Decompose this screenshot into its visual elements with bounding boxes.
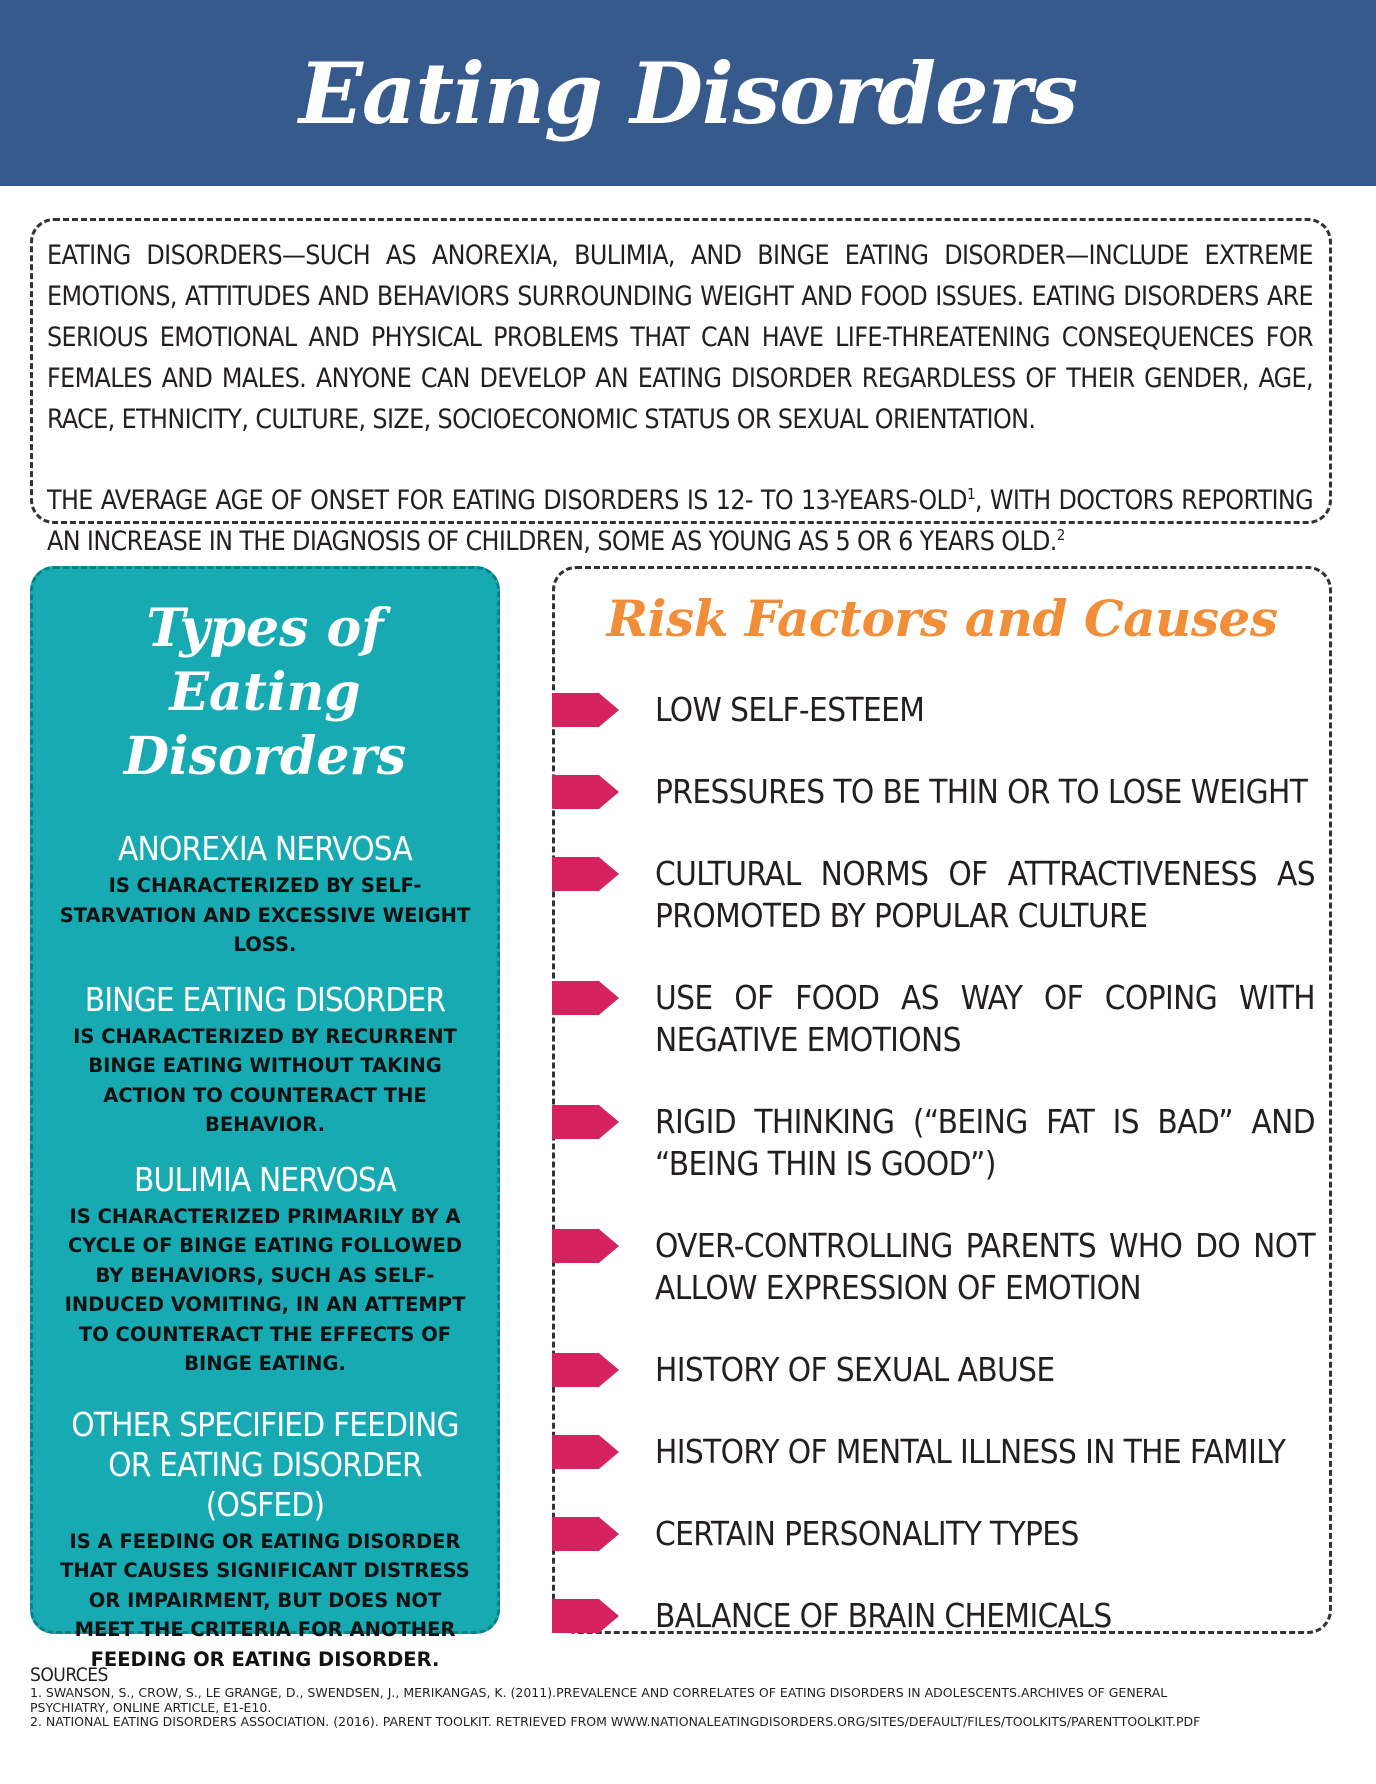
intro-paragraph-2-text-a: THE AVERAGE AGE OF ONSET FOR EATING DISORDERS IS 12- TO 13-YEARS-OLD (47, 485, 967, 516)
risk-item-text: BALANCE OF BRAIN CHEMICALS (655, 1596, 1112, 1635)
page-title: Eating Disorders (298, 43, 1078, 143)
sources (30, 1664, 1350, 1730)
risk-item-text: PRESSURES TO BE THIN OR TO LOSE WEIGHT (655, 772, 1308, 811)
type-description: IS A FEEDING OR EATING DISORDER THAT CAUSES SIGNIFICANT DISTRESS OR IMPAIRMENT, BUT DOES NOT MEET THE CRITERIA FOR ANOTHER FEEDING OR EATING DISORDER. (60, 1529, 470, 1671)
types-title-line-1: Types of (146, 598, 384, 659)
source-line: PSYCHIATRY, ONLINE ARTICLE, E1-E10. (30, 1699, 272, 1715)
arrow-icon (552, 693, 619, 727)
type-bulimia (57, 1160, 473, 1379)
arrow-icon (552, 1105, 619, 1139)
risk-item-text: OVER-CONTROLLING PARENTS WHO DO NOT ALLOW EXPRESSION OF EMOTION (655, 1226, 1315, 1307)
arrow-icon (552, 1599, 619, 1633)
arrow-icon (552, 1229, 619, 1263)
footnote-ref-1: 1 (966, 485, 975, 504)
types-panel (30, 566, 500, 1671)
type-name: OTHER SPECIFIED FEEDING OR EATING DISORDER (OSFED) (71, 1404, 459, 1524)
risk-item-text: LOW SELF-ESTEEM (655, 690, 925, 729)
intro-paragraph-2 (47, 480, 1313, 562)
arrow-icon (552, 981, 619, 1015)
type-name: BINGE EATING DISORDER (84, 979, 446, 1019)
arrow-icon (552, 775, 619, 809)
type-description: IS CHARACTERIZED BY SELF-STARVATION AND EXCESSIVE WEIGHT LOSS. (59, 874, 471, 956)
risk-item-text: CULTURAL NORMS OF ATTRACTIVENESS AS PROMOTED BY POPULAR CULTURE (655, 854, 1315, 935)
risk-factors-box (552, 566, 1332, 1634)
type-osfed (57, 1405, 473, 1675)
risk-item-text: HISTORY OF SEXUAL ABUSE (655, 1350, 1055, 1389)
page-header (0, 0, 1376, 186)
risk-item-text: RIGID THINKING (“BEING FAT IS BAD” AND “BEING THIN IS GOOD”) (655, 1102, 1315, 1183)
risk-item-text: CERTAIN PERSONALITY TYPES (655, 1514, 1079, 1553)
type-binge-eating (57, 980, 473, 1140)
types-title (57, 597, 473, 789)
intro-paragraph-2-text-b: , WITH DOCTORS REPORTING AN INCREASE IN THE DIAGNOSIS OF CHILDREN, SOME AS YOUNG AS 5 OR 6 YEARS OLD. (47, 485, 1313, 557)
sources-label: SOURCES (30, 1664, 108, 1686)
type-description: IS CHARACTERIZED BY RECURRENT BINGE EATING WITHOUT TAKING ACTION TO COUNTERACT THE BEHAVIOR. (73, 1024, 457, 1136)
intro-paragraph-1: EATING DISORDERS—SUCH AS ANOREXIA, BULIMIA, AND BINGE EATING DISORDER—INCLUDE EXTREME EMOTIONS, ATTITUDES AND BEHAVIORS SURROUNDING WEIGHT AND FOOD ISSUES. EATING DISORDERS ARE SERIOUS EMOTIONAL AND PHYSICAL PROBLEMS THAT CAN HAVE LIFE-THREATENING CONSEQUENCES FOR FEMALES AND MALES. ANYONE CAN DEVELOP AN EATING DISORDER REGARDLESS OF THEIR GENDER, AGE, RACE, ETHNICITY, CULTURE, SIZE, SOCIOECONOMIC STATUS OR SEXUAL ORIENTATION. (47, 240, 1313, 435)
type-anorexia (57, 829, 473, 960)
risk-item-text: USE OF FOOD AS WAY OF COPING WITH NEGATIVE EMOTIONS (655, 978, 1315, 1059)
type-description: IS CHARACTERIZED PRIMARILY BY A CYCLE OF BINGE EATING FOLLOWED BY BEHAVIORS, SUCH AS SELF-INDUCED VOMITING, IN AN ATTEMPT TO COUNTERACT THE EFFECTS OF BINGE EATING. (64, 1204, 466, 1375)
type-name: ANOREXIA NERVOSA (118, 829, 412, 868)
arrow-icon (552, 1517, 619, 1551)
arrow-icon (552, 1353, 619, 1387)
type-name: BULIMIA NERVOSA (133, 1159, 397, 1199)
source-line: 1. SWANSON, S., CROW, S., LE GRANGE, D., SWENDSEN, J., MERIKANGAS, K. (2011).PREVALENCE AND CORRELATES OF EATING DISORDERS IN ADOLESCENTS.ARCHIVES OF GENERAL (30, 1685, 1168, 1700)
types-title-line-2: Eating Disorders (123, 662, 407, 787)
source-line: 2. NATIONAL EATING DISORDERS ASSOCIATION. (2016). PARENT TOOLKIT. RETRIEVED FROM WWW.NATIONALEATINGDISORDERS.ORG/SITES/DEFAULT/FILES/TOOLKITS/PARENTTOOLKIT.PDF (30, 1714, 1201, 1729)
footnote-ref-2: 2 (1056, 526, 1065, 545)
arrow-icon (552, 1435, 619, 1469)
risk-factors-title: Risk Factors and Causes (606, 589, 1278, 648)
risk-item-text: HISTORY OF MENTAL ILLNESS IN THE FAMILY (655, 1432, 1286, 1471)
intro-box (30, 218, 1332, 557)
arrow-icon (552, 857, 619, 891)
